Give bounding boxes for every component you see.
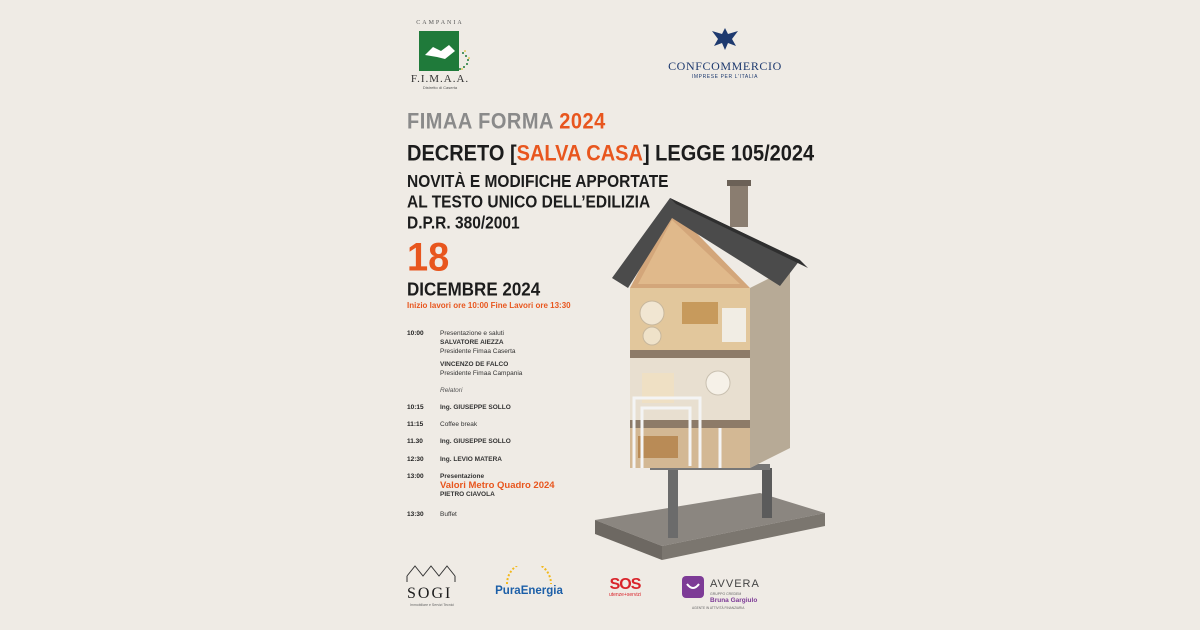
sogi-tagline: Immobiliare e Servizi Tecnici — [409, 603, 455, 607]
subtitle-line-2: AL TESTO UNICO DELL’EDILIZIA — [407, 192, 651, 213]
program-text: Ing. GIUSEPPE SOLLO — [440, 438, 511, 445]
program-highlight: Valori Metro Quadro 2024 — [440, 479, 555, 491]
program-time: 13:00 — [407, 473, 424, 480]
program-time: 10:15 — [407, 404, 424, 411]
speaker-name: PIETRO CIAVOLA — [440, 490, 495, 498]
fimaa-region: CAMPANIA — [416, 20, 464, 26]
program-text: Ing. LEVIO MATERA — [440, 456, 502, 463]
program-time: 10:00 — [407, 330, 424, 337]
sponsor-puraenergia-logo — [486, 566, 572, 597]
speaker-role: Presidente Fimaa Campania — [440, 370, 523, 378]
sponsor-sogi-logo — [403, 562, 461, 607]
avvera-name: AVVERA — [710, 578, 760, 590]
program-text: Presentazione — [440, 473, 485, 480]
sun-icon — [501, 566, 557, 584]
series-year: 2024 — [559, 110, 606, 135]
event-series — [407, 110, 606, 135]
confcommercio-name: CONFCOMMERCIO — [668, 59, 782, 73]
speaker-role: Presidente Fimaa Caserta — [440, 347, 516, 355]
avvera-mark-icon — [682, 576, 704, 598]
speaker-name: VINCENZO DE FALCO — [440, 361, 509, 369]
confcommercio-tagline: IMPRESE PER L'ITALIA — [691, 74, 759, 80]
series-name: FIMAA FORMA — [407, 110, 554, 135]
house-cutaway-illustration — [590, 168, 830, 568]
program-text: Buffet — [440, 511, 457, 518]
event-hours: Inizio lavori ore 10:00 Fine Lavori ore 13:30 — [407, 301, 571, 310]
subtitle-line-1: NOVITÀ E MODIFICHE APPORTATE — [407, 172, 669, 192]
sponsor-sos-logo — [600, 578, 650, 598]
program-time: 13:30 — [407, 511, 424, 518]
title-part-a: DECRETO [ — [407, 142, 517, 167]
sogi-name: SOGI — [407, 585, 453, 602]
fimaa-name: F.I.M.A.A. — [410, 73, 470, 85]
avvera-agent-role: AGENTE IN ATTIVITÀ FINANZIARIA — [692, 606, 745, 610]
event-day: 18 — [407, 236, 450, 281]
fimaa-logo — [406, 20, 474, 90]
program-text: Coffee break — [440, 421, 478, 428]
program-time: 12:30 — [407, 456, 424, 463]
confcommercio-logo — [660, 26, 790, 80]
fimaa-district: Distretto di Caserta — [422, 85, 458, 90]
puraenergia-name: PuraEnergia — [495, 585, 563, 597]
title-part-b: ] LEGGE 105/2024 — [642, 142, 815, 167]
handshake-icon — [417, 29, 463, 71]
avvera-group: GRUPPO CREDEM — [710, 592, 742, 596]
program-text: Presentazione e saluti — [440, 330, 504, 337]
sos-name: SOS — [609, 576, 641, 593]
program-time: 11:15 — [407, 421, 424, 428]
program-text: Ing. GIUSEPPE SOLLO — [440, 404, 511, 411]
event-title — [407, 142, 814, 167]
avvera-agent: Bruna Gargiulo — [710, 597, 758, 604]
subtitle-line-3: D.P.R. 380/2001 — [407, 213, 520, 233]
program-time: 11.30 — [407, 438, 423, 445]
eagle-icon — [660, 26, 790, 57]
sos-tagline: utenze+servizi — [608, 592, 642, 598]
relatori-text: Relatori — [440, 387, 463, 394]
title-highlight: SALVA CASA — [516, 142, 643, 167]
speaker-name: SALVATORE AIEZZA — [440, 338, 504, 346]
event-month: DICEMBRE 2024 — [407, 279, 541, 300]
